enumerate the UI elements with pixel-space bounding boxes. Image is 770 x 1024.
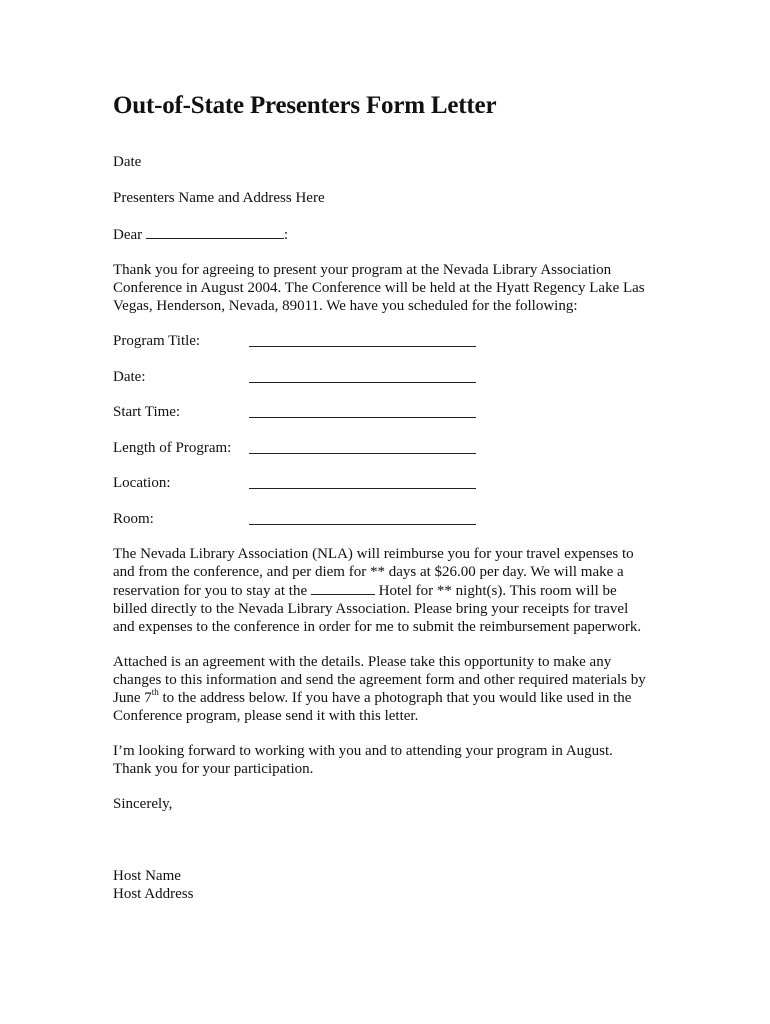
field-blank[interactable] xyxy=(249,417,476,418)
agreement-line: changes to this information and send the agreement form and other required materials by xyxy=(113,672,646,688)
salutation-prefix: Dear xyxy=(113,227,143,243)
field-label: Location: xyxy=(113,475,171,491)
agreement-paragraph xyxy=(113,653,673,725)
reimburse-line: and from the conference, and per diem for ** days at $26.00 per day. We will make a xyxy=(113,564,624,580)
reimburse-line: The Nevada Library Association (NLA) will reimburse you for your travel expenses to xyxy=(113,546,634,562)
field-label: Room: xyxy=(113,511,154,527)
hotel-name-blank[interactable] xyxy=(311,581,375,595)
field-date xyxy=(113,368,493,386)
agreement-line: Conference program, please send it with this letter. xyxy=(113,708,419,724)
agreement-line xyxy=(113,689,673,707)
closing-line: I’m looking forward to working with you and to attending your program in August. xyxy=(113,743,613,759)
field-blank[interactable] xyxy=(249,346,476,347)
date-line: Date xyxy=(113,154,142,170)
field-label: Program Title: xyxy=(113,333,201,349)
closing-line: Thank you for your participation. xyxy=(113,761,314,777)
salutation-name-blank[interactable] xyxy=(146,225,284,239)
page-title: Out-of-State Presenters Form Letter xyxy=(113,92,497,119)
salutation-suffix: : xyxy=(283,227,289,243)
closing-paragraph xyxy=(113,742,673,778)
field-blank[interactable] xyxy=(249,488,476,489)
field-location xyxy=(113,474,493,492)
reimburse-line: and expenses to the conference in order for me to submit the reimbursement paperwork. xyxy=(113,619,642,635)
intro-line: Thank you for agreeing to present your program at the Nevada Library Association xyxy=(113,262,612,278)
field-room xyxy=(113,510,493,528)
field-blank[interactable] xyxy=(249,453,476,454)
intro-paragraph xyxy=(113,261,673,315)
agreement-line: Attached is an agreement with the details. Please take this opportunity to make any xyxy=(113,654,612,670)
field-length-of-program xyxy=(113,439,493,457)
field-label: Date: xyxy=(113,369,146,385)
field-blank[interactable] xyxy=(249,382,476,383)
agreement-line-part: June 7 xyxy=(113,690,152,706)
sign-off: Sincerely, xyxy=(113,796,173,812)
presenter-line: Presenters Name and Address Here xyxy=(113,190,325,206)
reimburse-line xyxy=(113,581,673,600)
reimburse-paragraph xyxy=(113,545,673,636)
field-start-time xyxy=(113,403,493,421)
reimburse-line-part: Hotel for ** night(s). This room will be xyxy=(378,583,617,599)
reimburse-line-part: reservation for you to stay at the xyxy=(113,583,308,599)
reimburse-line: billed directly to the Nevada Library Association. Please bring your receipts for travel xyxy=(113,601,629,617)
intro-line: Vegas, Henderson, Nevada, 89011. We have you scheduled for the following: xyxy=(113,298,578,314)
field-label: Length of Program: xyxy=(113,440,232,456)
salutation xyxy=(113,225,288,244)
agreement-line-part: to the address below. If you have a photograph that you would like used in the xyxy=(158,690,632,706)
ordinal-suffix: th xyxy=(151,687,159,697)
intro-line: Conference in August 2004. The Conference will be held at the Hyatt Regency Lake Las xyxy=(113,280,645,296)
host-name: Host Name xyxy=(113,868,181,884)
host-address: Host Address xyxy=(113,886,194,902)
field-blank[interactable] xyxy=(249,524,476,525)
field-program-title xyxy=(113,332,493,350)
field-label: Start Time: xyxy=(113,404,181,420)
